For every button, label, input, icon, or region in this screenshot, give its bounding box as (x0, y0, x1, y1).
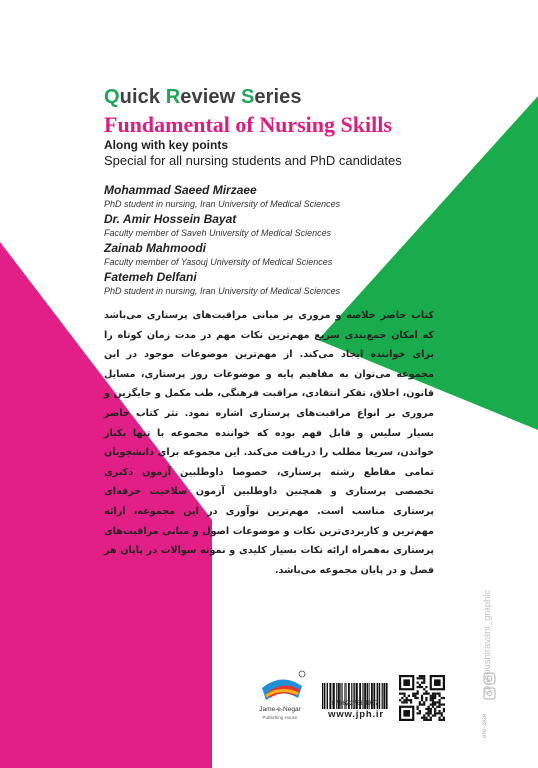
social-icons (483, 672, 497, 702)
qr-module (443, 697, 445, 699)
qr-module (438, 699, 440, 701)
qr-module (434, 701, 436, 703)
qr-module (425, 697, 427, 699)
qr-module (412, 695, 414, 697)
qr-module (421, 717, 423, 719)
qr-module (441, 719, 443, 721)
qr-finder-block (403, 710, 410, 717)
qr-module (419, 675, 421, 677)
qr-module (432, 693, 434, 695)
qr-module (427, 719, 429, 721)
qr-module (423, 677, 425, 679)
qr-module (430, 710, 432, 712)
watermark-text: @anoushiravani_graphic (482, 589, 493, 695)
publisher-website: www.jph.ir (328, 709, 384, 720)
qr-module (430, 719, 432, 721)
qr-module (425, 686, 427, 688)
qr-module (438, 717, 440, 719)
isbn-number: 9786227684957 (331, 700, 379, 707)
qr-module (430, 697, 432, 699)
qr-module (436, 701, 438, 703)
qr-module (417, 708, 419, 710)
qr-code-icon (399, 675, 445, 721)
cover-code: 079-2020 (482, 713, 488, 738)
qr-module (423, 703, 425, 705)
book-subtitle: Along with key points (104, 138, 229, 152)
qr-module (399, 699, 401, 701)
registered-mark-icon (299, 671, 305, 677)
qr-module (421, 703, 423, 705)
qr-module (417, 693, 419, 695)
qr-module (403, 699, 405, 701)
publisher-logo-icon (258, 668, 306, 706)
qr-module (430, 708, 432, 710)
qr-module (438, 712, 440, 714)
qr-module (438, 695, 440, 697)
qr-module (410, 699, 412, 701)
qr-module (408, 695, 410, 697)
series-heading: Quick Review Series (104, 86, 302, 108)
qr-module (434, 695, 436, 697)
qr-module (423, 719, 425, 721)
qr-module (427, 714, 429, 716)
qr-module (421, 677, 423, 679)
book-audience: Special for all nursing students and PhD candidates (104, 153, 402, 168)
qr-module (417, 677, 419, 679)
qr-module (414, 697, 416, 699)
qr-module (443, 703, 445, 705)
qr-module (425, 719, 427, 721)
qr-module (425, 708, 427, 710)
qr-module (423, 701, 425, 703)
author-affiliation: PhD student in nursing, Iran University of Medical Sciences (104, 199, 341, 209)
qr-module (421, 697, 423, 699)
qr-module (441, 712, 443, 714)
qr-module (419, 703, 421, 705)
qr-module (436, 706, 438, 708)
publisher-name: Jame-e-Negar (259, 706, 301, 713)
qr-module (436, 693, 438, 695)
qr-module (425, 690, 427, 692)
qr-module (417, 697, 419, 699)
qr-module (417, 682, 419, 684)
qr-module (430, 703, 432, 705)
qr-module (399, 693, 401, 695)
qr-module (423, 675, 425, 677)
qr-module (430, 712, 432, 714)
qr-module (434, 708, 436, 710)
qr-module (425, 717, 427, 719)
qr-module (425, 699, 427, 701)
qr-module (443, 708, 445, 710)
qr-module (417, 686, 419, 688)
book-title: Fundamental of Nursing Skills (104, 112, 392, 137)
author-name: Mohammad Saeed Mirzaee (104, 183, 257, 197)
qr-module (430, 695, 432, 697)
qr-module (406, 699, 408, 701)
qr-module (441, 697, 443, 699)
qr-module (436, 712, 438, 714)
qr-module (421, 682, 423, 684)
qr-module (423, 679, 425, 681)
qr-module (434, 703, 436, 705)
qr-module (427, 708, 429, 710)
qr-module (434, 710, 436, 712)
author-name: Dr. Amir Hossein Bayat (104, 212, 237, 226)
author-name: Zainab Mahmoodi (104, 241, 206, 255)
qr-module (419, 701, 421, 703)
qr-module (438, 703, 440, 705)
qr-finder-block (403, 679, 410, 686)
author-affiliation: Faculty member of Saveh University of Medical Sciences (104, 228, 332, 238)
qr-module (423, 714, 425, 716)
qr-module (403, 693, 405, 695)
qr-module (423, 717, 425, 719)
qr-module (438, 693, 440, 695)
qr-module (417, 706, 419, 708)
authors-list (104, 183, 340, 299)
qr-module (434, 712, 436, 714)
qr-module (432, 706, 434, 708)
qr-module (410, 701, 412, 703)
qr-module (427, 693, 429, 695)
qr-module (432, 699, 434, 701)
qr-module (406, 701, 408, 703)
qr-module (406, 697, 408, 699)
qr-module (417, 712, 419, 714)
publisher-subtitle: Publishing House (262, 715, 298, 720)
qr-module (423, 688, 425, 690)
qr-module (421, 675, 423, 677)
author-affiliation: Faculty member of Yasouj University of Medical Sciences (104, 257, 333, 267)
qr-module (430, 699, 432, 701)
qr-module (423, 693, 425, 695)
qr-module (419, 677, 421, 679)
qr-module (434, 714, 436, 716)
qr-module (427, 712, 429, 714)
qr-module (403, 695, 405, 697)
qr-module (427, 710, 429, 712)
qr-module (414, 693, 416, 695)
qr-module (432, 703, 434, 705)
camera-lens-icon (487, 691, 491, 695)
qr-module (401, 701, 403, 703)
qr-module (438, 706, 440, 708)
qr-module (438, 701, 440, 703)
qr-module (443, 719, 445, 721)
qr-module (401, 697, 403, 699)
qr-module (425, 712, 427, 714)
qr-module (432, 701, 434, 703)
qr-module (401, 693, 403, 695)
qr-module (432, 714, 434, 716)
qr-module (430, 717, 432, 719)
qr-module (443, 710, 445, 712)
qr-module (412, 693, 414, 695)
qr-module (427, 706, 429, 708)
qr-module (414, 695, 416, 697)
qr-module (441, 714, 443, 716)
qr-module (403, 701, 405, 703)
qr-module (419, 686, 421, 688)
book-description: کتاب حاضر خلاصه و مروری بر مبانی مراقبت‌های پرستاری می‌باشد که امکان جمع‌بندی سریع مهم‌ترین نکات مهم در مدت زمان کوتاه را برای خواننده ایجاد می‌کند. از مهم‌ترین موضوعات موجود در این مجموعه می‌توان به مفاهیم پایه و موضوعات روز پرستاری، مسایل قانون، اخلاق، تفکر انتقادی، مراقبت فرهنگی، طب مکمل و جایگزین و مروری بر انواع مراقبت‌های پرستاری اشاره نمود. نثر کتاب حاضر بسیار سلیس و قابل فهم بوده که خواننده مجموعه با تنها یکبار خواندن، سریعا مطلب را دریافت می‌کند. این مجموعه برای دانشجویان تمامی مقاطع رشته پرستاری، خصوصا داوطلبین آزمون دکتری تخصصی پرستاری و همچنین داوطلبین آزمون صلاحیت حرفه‌ای پرستاری مناسب است. مهم‌ترین نوآوری در این مجموعه، ارائه مهم‌ترین و کاربردی‌ترین نکات و موضوعات اصول و مبانی مراقبت‌های پرستاری به‌همراه ارائه نکات بسیار کلیدی و نمونه سوالات در پایان هر فصل و در پایان مجموعه می‌باشد. (104, 310, 434, 576)
instagram-icon (484, 673, 495, 684)
qr-module (432, 697, 434, 699)
qr-module (419, 684, 421, 686)
qr-module (421, 699, 423, 701)
qr-module (417, 690, 419, 692)
qr-module (408, 699, 410, 701)
qr-module (438, 719, 440, 721)
camera-icon (484, 688, 495, 699)
qr-module (432, 695, 434, 697)
qr-module (434, 697, 436, 699)
qr-module (419, 710, 421, 712)
qr-module (423, 682, 425, 684)
qr-module (438, 710, 440, 712)
qr-module (441, 703, 443, 705)
qr-module (425, 693, 427, 695)
instagram-lens-icon (487, 676, 492, 681)
author-name: Fatemeh Delfani (104, 270, 197, 284)
qr-module (443, 717, 445, 719)
qr-finder-block (434, 679, 441, 686)
qr-module (434, 693, 436, 695)
qr-module (419, 712, 421, 714)
author-affiliation: PhD student in nursing, Iran University of Medical Sciences (104, 286, 341, 296)
qr-module (421, 695, 423, 697)
qr-module (421, 686, 423, 688)
